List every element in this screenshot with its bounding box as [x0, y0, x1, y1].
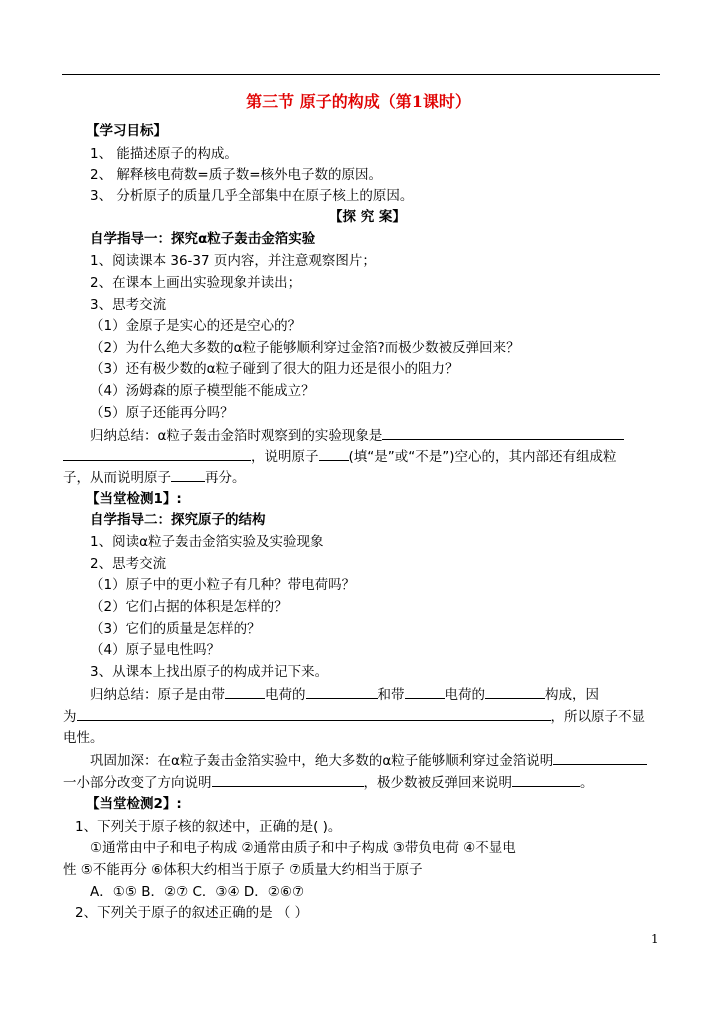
guide1-summary-line1 — [90, 426, 624, 445]
guide1-question: （5）原子还能再分吗？ — [90, 405, 234, 421]
guide1-question: （2）为什么绝大多数的α粒子能够顺利穿过金箔?而极少数被反弹回来？ — [90, 340, 520, 356]
guide1-question: （1）金原子是实心的还是空心的？ — [90, 318, 302, 334]
answer-blank[interactable] — [225, 685, 265, 699]
question-1-options: 性 ⑤不能再分 ⑥体积大约相当于原子 ⑦质量大约相当于原子 — [63, 862, 423, 878]
page-number: 1 — [651, 932, 659, 946]
question-1-stem: 1、下列关于原子核的叙述中，正确的是( )。 — [75, 819, 342, 835]
goal-item: 2、 解释核电荷数=质子数=核外电子数的原因。 — [90, 167, 383, 183]
summary-text: 子，从而说明原子 — [63, 470, 171, 486]
question-1-options: ①通常由中子和电子构成 ②通常由质子和中子构成 ③带负电荷 ④不显电 — [90, 840, 516, 856]
answer-blank[interactable] — [171, 468, 205, 482]
reinforce-text: 。 — [580, 775, 594, 791]
guide1-question: （4）汤姆森的原子模型能不能成立？ — [90, 383, 315, 399]
reinforce-text: 巩固加深：在α粒子轰击金箔实验中，绝大多数的α粒子能够顺利穿过金箔说明 — [90, 753, 554, 769]
guide2-summary-line3: 电性。 — [63, 730, 104, 746]
guide2-step: 2、思考交流 — [90, 556, 167, 572]
answer-blank[interactable] — [319, 447, 349, 461]
check2-heading: 【当堂检测2】: — [86, 796, 182, 812]
summary-text: 电荷的 — [444, 687, 485, 703]
guide2-step3: 3、从课本上找出原子的构成并记下来。 — [90, 664, 329, 680]
guide2-question: （3）它们的质量是怎样的？ — [90, 621, 261, 637]
summary-text: 归纳总结：原子是由带 — [90, 687, 225, 703]
guide2-question: （4）原子显电性吗？ — [90, 642, 221, 658]
answer-blank[interactable] — [77, 707, 551, 721]
guide2-step: 1、阅读α粒子轰击金箔实验及实验现象 — [90, 534, 324, 550]
question-2-stem: 2、下列关于原子的叙述正确的是 （ ） — [75, 905, 309, 921]
answer-blank[interactable] — [306, 685, 378, 699]
summary-text: (填“是”或“不是”)空心的，其内部还有组成粒 — [348, 449, 617, 465]
guide1-step: 3、思考交流 — [90, 297, 167, 313]
guide1-heading: 自学指导一：探究α粒子轰击金箔实验 — [90, 231, 316, 247]
guide1-step: 2、在课本上画出实验现象并读出； — [90, 275, 302, 291]
summary-text: 归纳总结：α粒子轰击金箔时观察到的实验现象是 — [90, 428, 383, 444]
answer-blank[interactable] — [63, 447, 251, 461]
goal-item: 1、 能描述原子的构成。 — [90, 146, 238, 162]
summary-text: ，说明原子 — [251, 449, 319, 465]
reinforce-text: 一小部分改变了方向说明 — [63, 775, 212, 791]
goal-item: 3、 分析原子的质量几乎全部集中在原子核上的原因。 — [90, 188, 414, 204]
guide1-summary-line2 — [63, 447, 617, 466]
reinforce-line1 — [90, 751, 647, 770]
answer-blank[interactable] — [212, 773, 364, 787]
summary-text: ，所以原子不显 — [550, 709, 645, 725]
goals-heading: 【学习目标】 — [86, 123, 167, 139]
guide1-summary-line3 — [63, 468, 246, 487]
check1-heading: 【当堂检测1】: — [86, 491, 182, 507]
reinforce-text: ，极少数被反弹回来说明 — [363, 775, 512, 791]
answer-blank[interactable] — [553, 751, 647, 765]
header-rule — [62, 74, 660, 75]
summary-text: 电荷的 — [265, 687, 306, 703]
inquiry-heading: 【探 究 案】 — [329, 209, 406, 225]
guide1-step: 1、阅读课本 36-37 页内容，并注意观察图片； — [90, 253, 376, 269]
answer-blank[interactable] — [405, 685, 445, 699]
guide2-summary-line1 — [90, 685, 599, 704]
reinforce-line2 — [63, 773, 594, 792]
question-1-choices: A．①⑤ B．②⑦ C．③④ D．②⑥⑦ — [90, 884, 305, 900]
answer-blank[interactable] — [382, 426, 624, 440]
answer-blank[interactable] — [485, 685, 545, 699]
answer-blank[interactable] — [512, 773, 580, 787]
summary-text: 再分。 — [205, 470, 246, 486]
summary-text: 为 — [63, 709, 77, 725]
guide2-question: （2）它们占据的体积是怎样的？ — [90, 599, 288, 615]
summary-text: 和带 — [377, 687, 405, 703]
guide2-summary-line2 — [63, 707, 645, 726]
guide2-question: （1）原子中的更小粒子有几种？带电荷吗？ — [90, 577, 356, 593]
summary-text: 构成，因 — [545, 687, 599, 703]
guide1-question: （3）还有极少数的α粒子碰到了很大的阻力还是很小的阻力？ — [90, 361, 459, 377]
page-title: 第三节 原子的构成（第1课时） — [246, 92, 471, 111]
guide2-heading: 自学指导二：探究原子的结构 — [90, 512, 266, 528]
